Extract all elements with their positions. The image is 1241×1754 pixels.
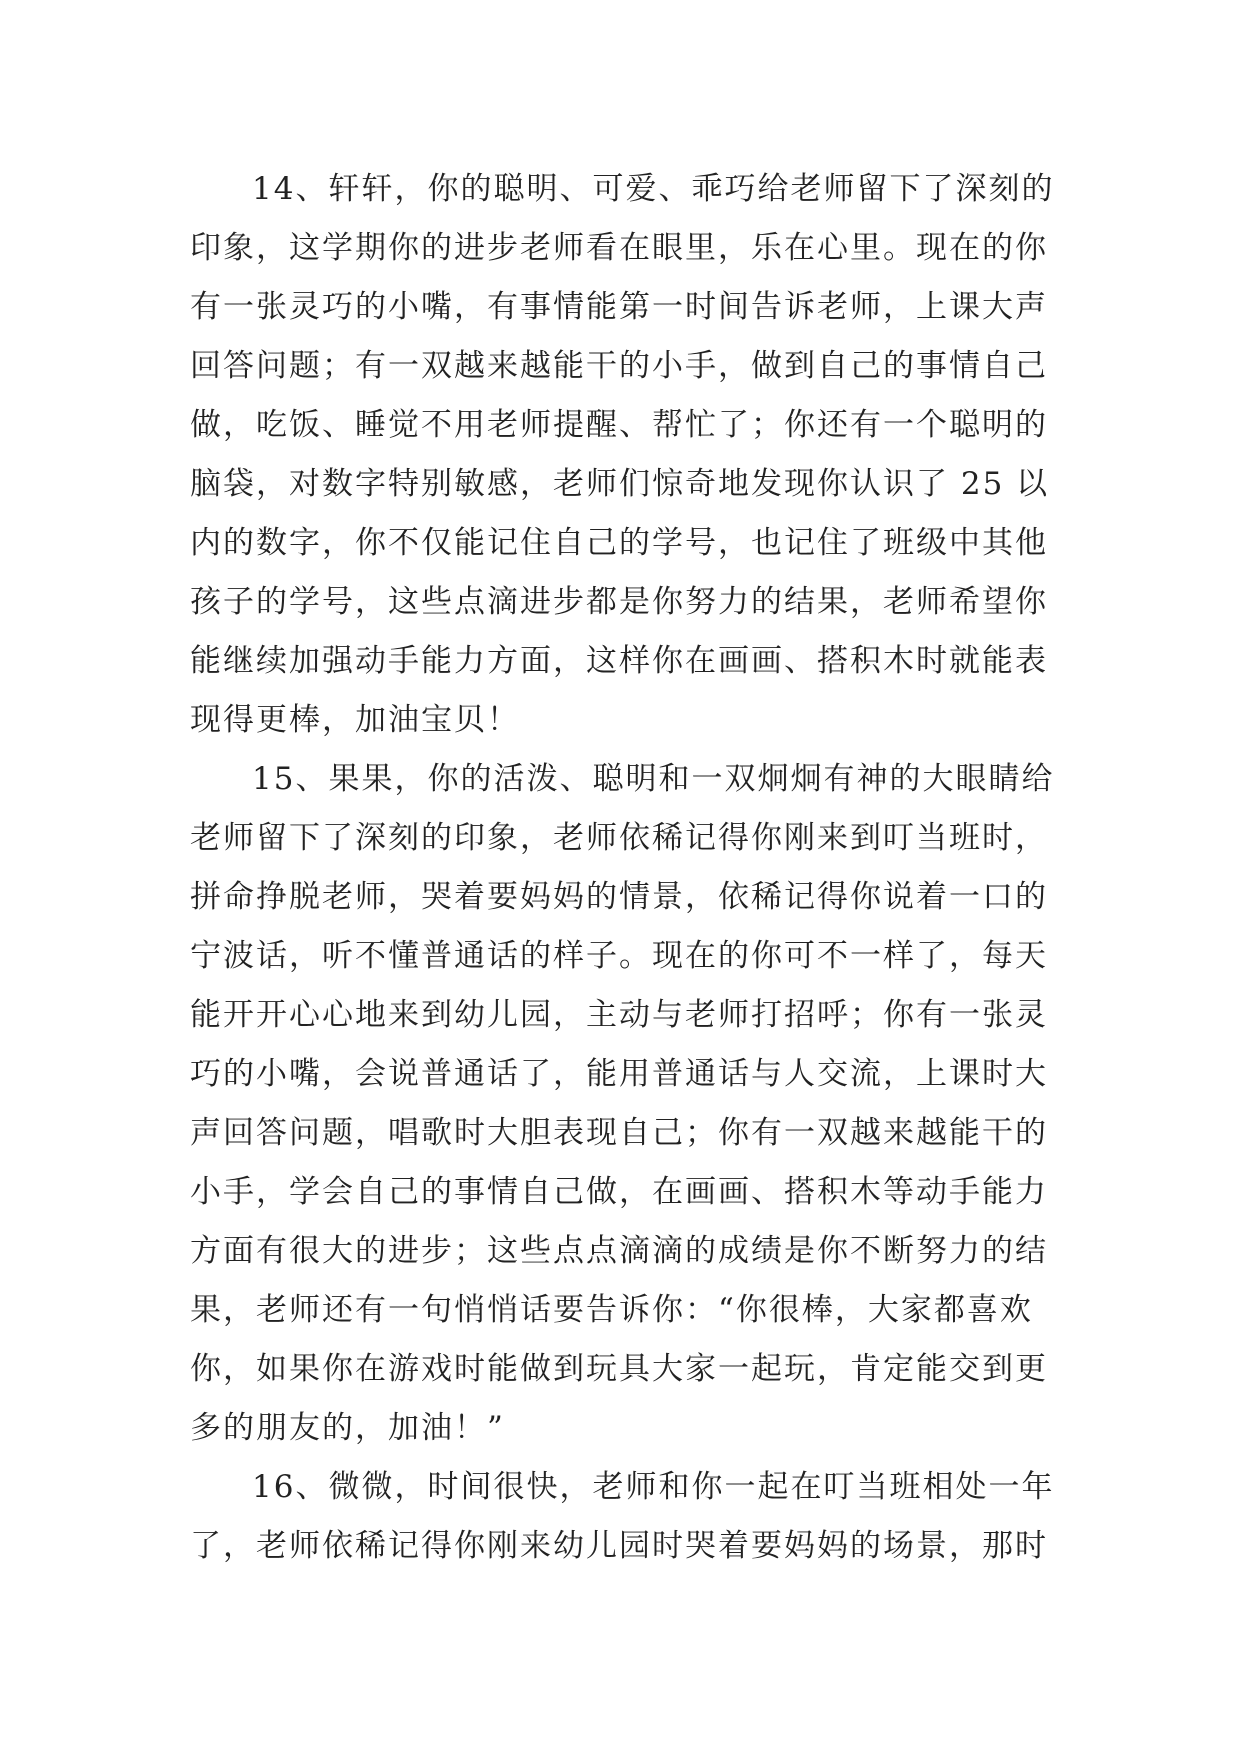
paragraph-line: 印象，这学期你的进步老师看在眼里，乐在心里。现在的你	[190, 230, 1048, 266]
paragraph-line: 能继续加强动手能力方面，这样你在画画、搭积木时就能表	[190, 643, 1048, 679]
paragraph-line: 多的朋友的，加油！”	[190, 1410, 505, 1446]
paragraph-line: 内的数字，你不仅能记住自己的学号，也记住了班级中其他	[190, 525, 1048, 561]
paragraph-16	[190, 1458, 1055, 1576]
paragraph-line: 脑袋，对数字特别敏感，老师们惊奇地发现你认识了 25 以	[190, 466, 1050, 502]
paragraph-14	[190, 160, 1055, 750]
paragraph-line: 现得更棒，加油宝贝！	[190, 702, 520, 738]
paragraph-line: 14、轩轩，你的聪明、可爱、乖巧给老师留下了深刻的	[252, 171, 1055, 207]
paragraph-line: 宁波话，听不懂普通话的样子。现在的你可不一样了，每天	[190, 938, 1048, 974]
paragraph-line: 你，如果你在游戏时能做到玩具大家一起玩，肯定能交到更	[190, 1351, 1048, 1387]
paragraph-line: 果，老师还有一句悄悄话要告诉你：“你很棒，大家都喜欢	[190, 1292, 1033, 1328]
document-body	[190, 160, 1055, 1576]
paragraph-line: 16、微微，时间很快，老师和你一起在叮当班相处一年	[252, 1469, 1055, 1505]
paragraph-line: 小手，学会自己的事情自己做，在画画、搭积木等动手能力	[190, 1174, 1048, 1210]
paragraph-line: 方面有很大的进步；这些点点滴滴的成绩是你不断努力的结	[190, 1233, 1048, 1269]
paragraph-line: 15、果果，你的活泼、聪明和一双炯炯有神的大眼睛给	[252, 761, 1055, 797]
paragraph-line: 巧的小嘴，会说普通话了，能用普通话与人交流，上课时大	[190, 1056, 1048, 1092]
paragraph-line: 了，老师依稀记得你刚来幼儿园时哭着要妈妈的场景，那时	[190, 1528, 1048, 1564]
paragraph-line: 声回答问题，唱歌时大胆表现自己；你有一双越来越能干的	[190, 1115, 1048, 1151]
paragraph-line: 拼命挣脱老师，哭着要妈妈的情景，依稀记得你说着一口的	[190, 879, 1048, 915]
paragraph-line: 老师留下了深刻的印象，老师依稀记得你刚来到叮当班时，	[190, 820, 1048, 856]
paragraph-15	[190, 750, 1055, 1458]
paragraph-line: 有一张灵巧的小嘴，有事情能第一时间告诉老师，上课大声	[190, 289, 1048, 325]
paragraph-line: 回答问题；有一双越来越能干的小手，做到自己的事情自己	[190, 348, 1048, 384]
paragraph-line: 做，吃饭、睡觉不用老师提醒、帮忙了；你还有一个聪明的	[190, 407, 1048, 443]
paragraph-line: 孩子的学号，这些点滴进步都是你努力的结果，老师希望你	[190, 584, 1048, 620]
paragraph-line: 能开开心心地来到幼儿园，主动与老师打招呼；你有一张灵	[190, 997, 1048, 1033]
